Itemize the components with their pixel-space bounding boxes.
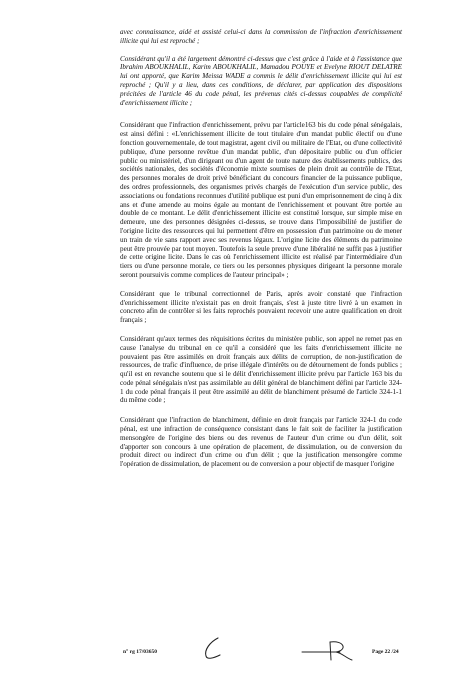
initials-signature [198,636,228,662]
paragraph-1: avec connaissance, aidé et assisté celui-ci dans la commission de l'infraction d'enrichissement illicite qui lui est reproché ; [120,28,402,45]
page-number: Page 22 /24 [372,649,399,655]
paragraph-6: Considérant que l'infraction de blanchiment, définie en droit français par l'article 324-1 du code pénal, est une infraction de conséquence consistant dans le fait soit de faciliter la justification mensongère de l'origine des biens ou des revenus de l'auteur d'un crime ou d'un délit, soit d'apporter son concours à une opération de placement, de dissimulation, ou de conversion du produit direct ou indirect d'un crime ou d'un délit ; que la justification mensongère comme l'opération de dissimulation, de placement ou de conversion a pour objectif de masquer l'origine [120,416,402,469]
signature-mark [300,640,362,662]
page-footer [0,636,475,666]
paragraph-3: Considérant que l'infraction d'enrichissement, prévu par l'article163 bis du code pénal sénégalais, est ainsi défini : «L'enrichissement illicite de tout titulaire d'un mandat public électif ou d'une fonction gouvernementale, de tout magistrat, agent civil ou militaire de l'Etat, ou d'une collectivité publique, d'une personne revêtue d'un mandat public, d'un dépositaire public ou d'un officier public ou ministériel, d'un dirigeant ou d'un agent de toute nature des établissements publics, des sociétés nationales, des sociétés d'économie mixte soumises de plein droit au contrôle de l'Etat, des personnes morales de droit privé bénéficiant du concours financier de la puissance publique, des ordres professionnels, des organismes privés chargés de l'exécution d'un service public, des associations ou fondations reconnues d'utilité publique est puni d'un emprisonnement de cinq à dix ans et d'une amende au moins égale au montant de l'enrichissement et pouvant être portée au double de ce montant. Le délit d'enrichissement illicite est constitué lorsque, sur simple mise en demeure, une des personnes désignées ci-dessus, se trouve dans l'impossibilité de justifier de l'origine licite des ressources qui lui permettent d'être en possession d'un patrimoine ou de mener un train de vie sans rapport avec ses revenus légaux. L'origine licite des éléments du patrimoine peut être prouvée par tout moyen. Toutefois la seule preuve d'une libéralité ne suffit pas à justifier de cette origine licite. Dans le cas où l'enrichissement illicite est réalisé par l'intermédiaire d'un tiers ou d'une personne morale, ce tiers ou les personnes physiques dirigeant la personne morale seront poursuivis comme complices de l'auteur principal» ; [120,121,402,279]
paragraph-2: Considérant qu'il a été largement démontré ci-dessus que c'est grâce à l'aide et à l'assistance que Ibrahim ABOUKHALIL, Karim ABOUKHALIL, Mamadou POUYE et Evelyne RIOUT DELATRE lui ont apporté, que Karim Meissa WADE a commis le délit d'enrichissement illicite qui lui est reproché ; Qu'il y a lieu, dans ces conditions, de déclarer, par application des dispositions précitées de l'article 46 du code pénal, les prévenus cités ci-dessus coupables de complicité d'enrichissement illicite ; [120,54,402,107]
case-number: n° rg 17/03650 [123,649,157,655]
paragraph-4: Considérant que le tribunal correctionnel de Paris, après avoir constaté que l'infraction d'enrichissement illicite n'existait pas en droit français, s'est à juste titre livré à un examen in concreto afin de contrôler si les faits reprochés pouvaient recevoir une autre qualification en droit français ; [120,289,402,325]
document-body [120,28,402,469]
paragraph-5: Considérant qu'aux termes des réquisitions écrites du ministère public, son appel ne remet pas en cause l'analyse du tribunal en ce qu'il a considéré que les faits d'enrichissement illicite ne pouvaient pas être assimilés en droit français aux délits de corruption, de non-justification de ressources, de trafic d'influence, de prise illégale d'intérêts ou de détournement de fonds publics ; qu'il est en revanche soutenu que si le délit d'enrichissement illicite prévu par l'article 163 bis du code pénal sénégalais n'est pas assimilable au délit général de blanchiment défini par l'article 324-1 du code pénal français il peut être assimilé au délit de blanchiment présumé de l'article 324-1-1 du même code ; [120,334,402,405]
